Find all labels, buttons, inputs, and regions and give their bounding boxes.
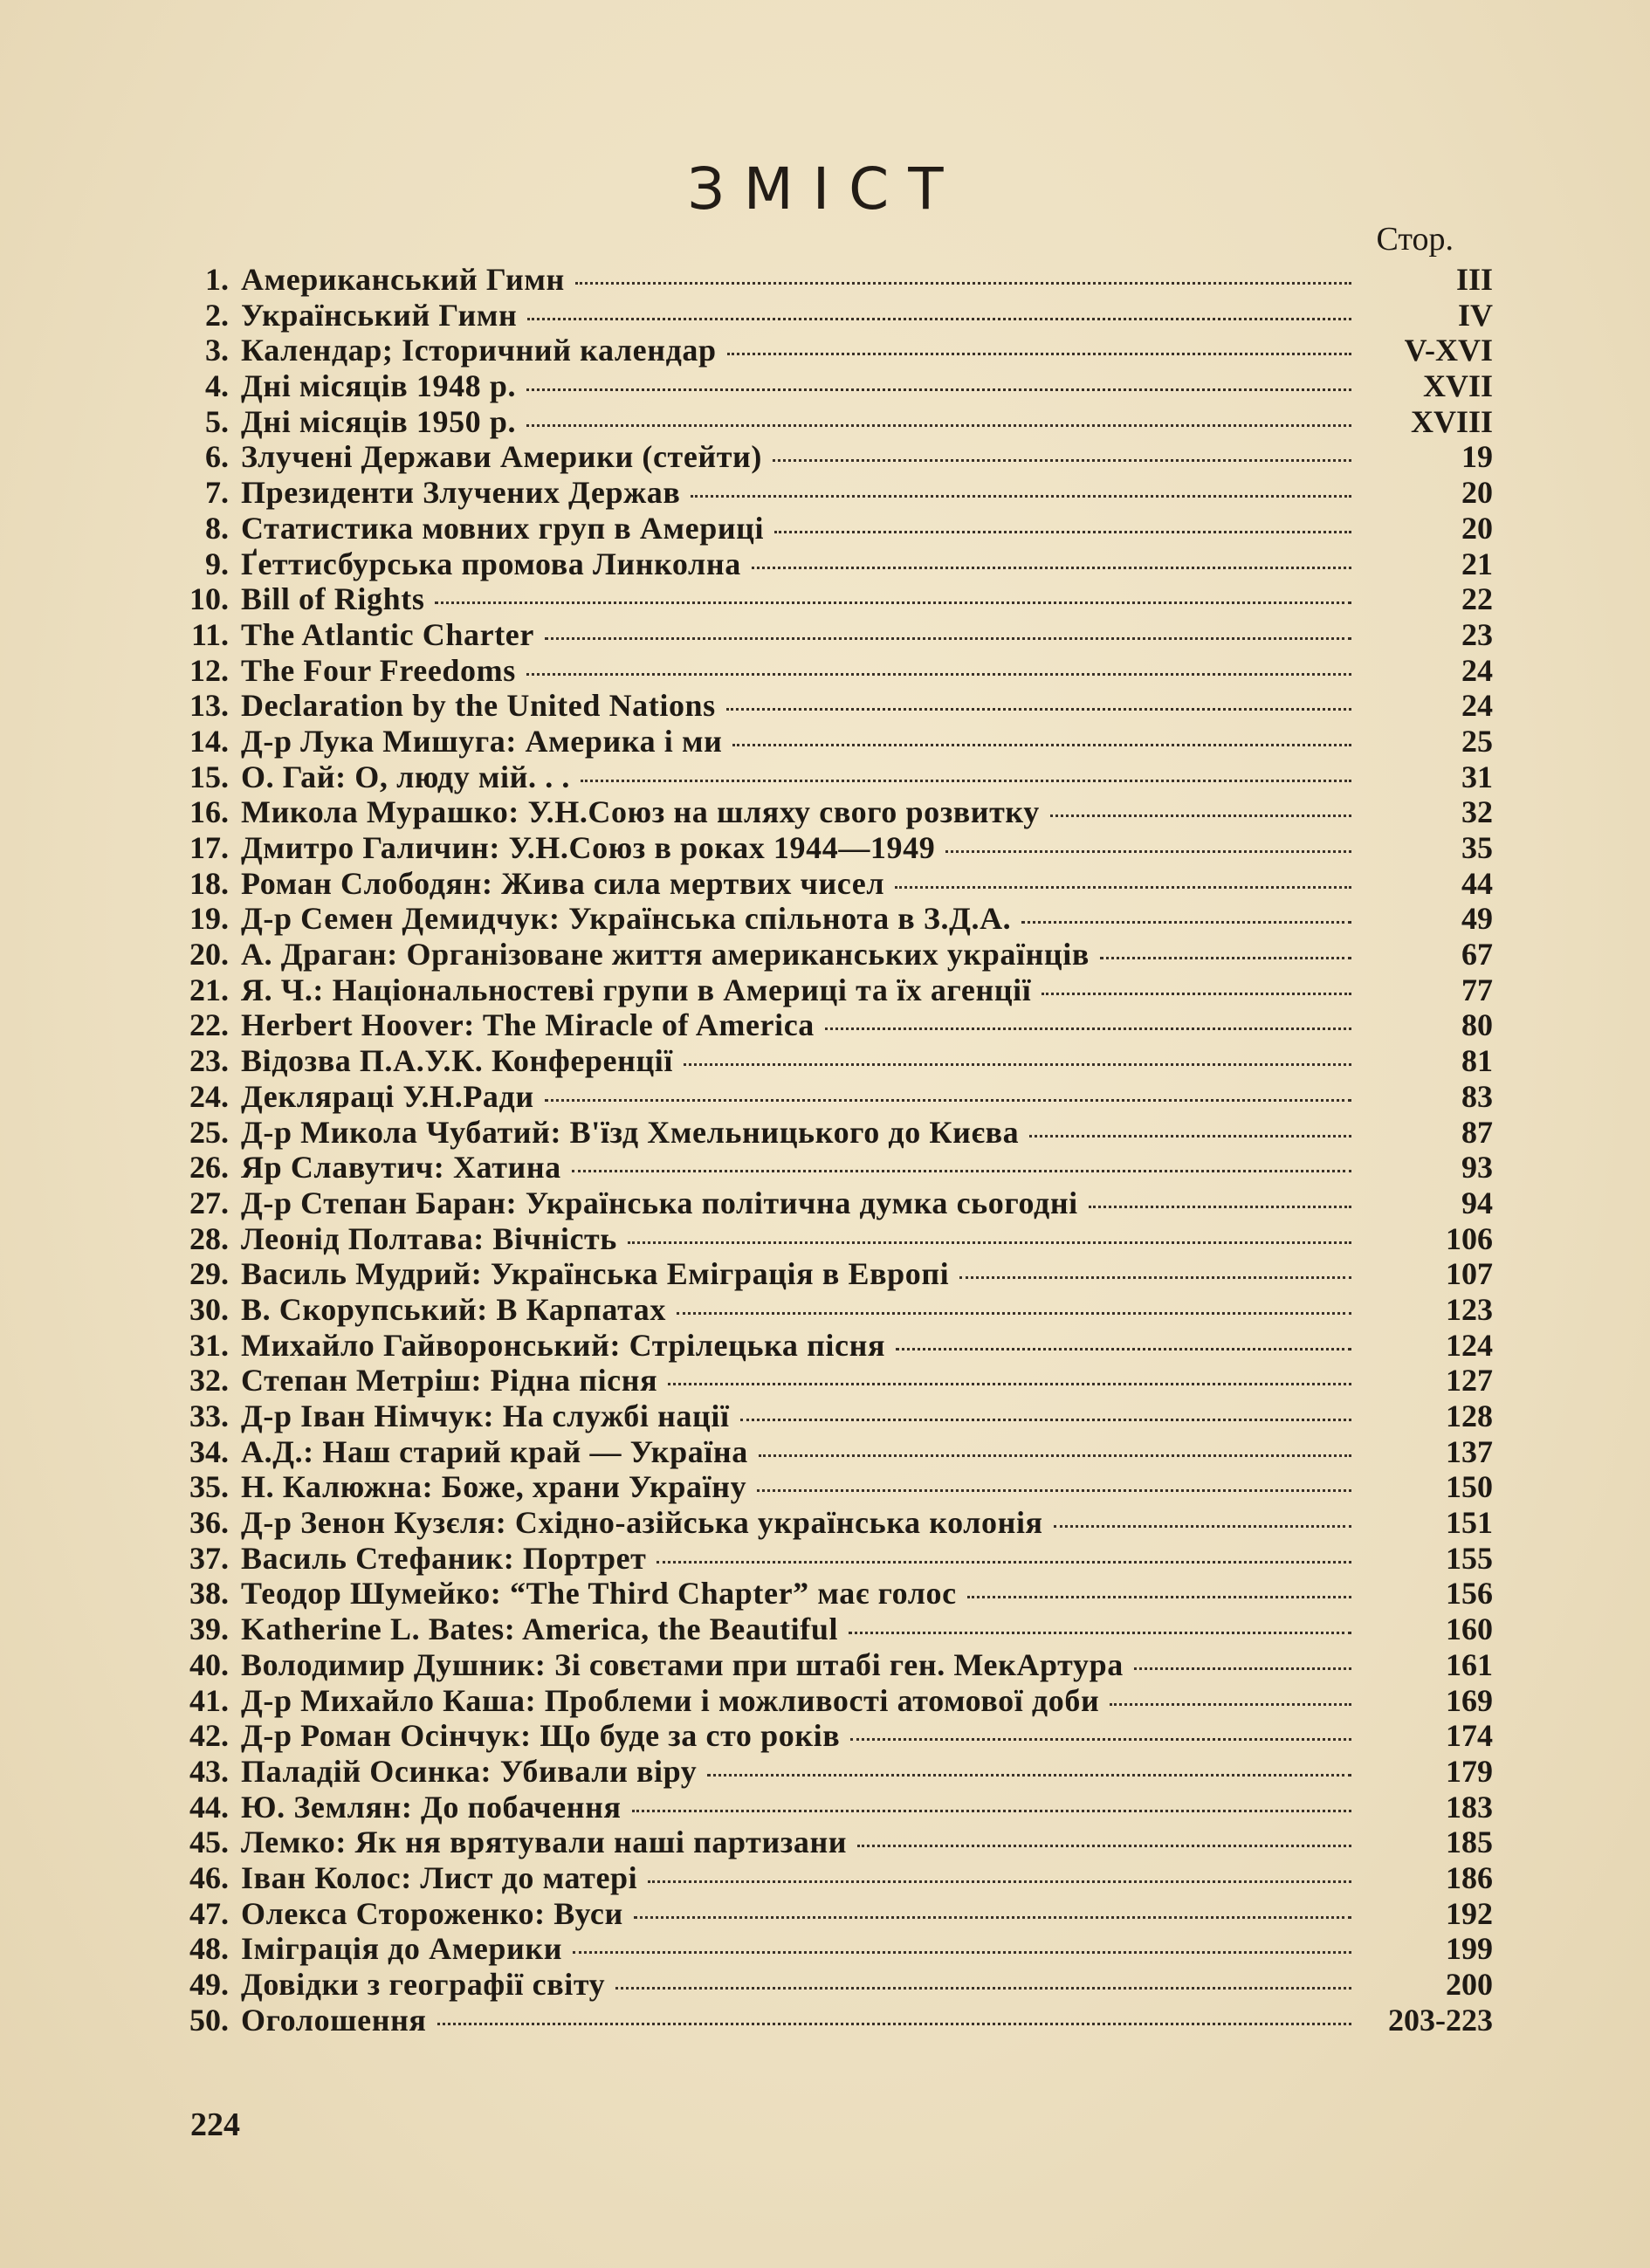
toc-entry-page: 22 (1461, 581, 1493, 617)
toc-entry-title: Теодор Шумейко: “The Third Chapter” має голос (241, 1576, 957, 1612)
toc-entry-page: 150 (1446, 1469, 1493, 1505)
toc-entry-page: V-XVI (1404, 333, 1493, 368)
toc-entry-page: IV (1457, 297, 1493, 333)
toc-entry-number: 5. (205, 403, 229, 439)
toc-entry-title: Д-р Михайло Каша: Проблеми і можливості атомової доби (241, 1682, 1100, 1718)
dot-leader (648, 1880, 1351, 1883)
toc-entry-title: Declaration by the United Nations (241, 688, 716, 724)
toc-entry-title: Іван Колос: Лист до матері (241, 1859, 638, 1895)
toc-entry-number: 47. (189, 1895, 229, 1931)
toc-entry-page: 93 (1461, 1150, 1493, 1186)
toc-entry-number: 44. (189, 1789, 229, 1825)
toc-entry-title: Відозва П.А.У.К. Конференції (241, 1043, 674, 1079)
toc-entry-number: 9. (205, 546, 229, 581)
dot-leader (628, 1241, 1351, 1244)
dot-leader (726, 708, 1351, 711)
toc-entry-title: Д-р Микола Чубатий: В'їзд Хмельницького до Києва (241, 1114, 1020, 1150)
toc-entry-title: А.Д.: Наш старий край — Україна (241, 1433, 748, 1469)
toc-entry (175, 653, 1493, 689)
toc-entry-number: 13. (189, 688, 229, 724)
toc-entry-title: В. Скорупський: В Карпатах (241, 1291, 666, 1327)
dot-leader (896, 1348, 1351, 1350)
dot-leader (1110, 1703, 1351, 1706)
toc-entry-page: 203-223 (1388, 2002, 1493, 2038)
toc-entry-number: 15. (189, 759, 229, 794)
toc-entry (175, 1967, 1493, 2003)
toc-entry-title: Д-р Лука Мишуга: Америка і ми (241, 723, 723, 759)
dot-leader (1021, 921, 1351, 924)
dot-leader (857, 1845, 1351, 1847)
toc-entry-number: 4. (205, 368, 229, 404)
dot-leader (632, 1810, 1351, 1812)
dot-leader (634, 1916, 1351, 1919)
toc-entry (175, 901, 1493, 937)
dot-leader (825, 1027, 1351, 1030)
toc-entry-page: 23 (1461, 616, 1493, 652)
dot-leader (895, 886, 1351, 889)
toc-entry (175, 1754, 1493, 1790)
toc-entry (175, 972, 1493, 1008)
toc-entry-number: 29. (189, 1256, 229, 1292)
dot-leader (435, 601, 1351, 604)
toc-entry (175, 1256, 1493, 1292)
dot-leader (545, 637, 1351, 640)
toc-entry-title: Д-р Семен Демидчук: Українська спільнота в З.Д.А. (241, 901, 1012, 937)
toc-entry-title: Іміграція до Америки (241, 1931, 563, 1967)
toc-entry-number: 17. (189, 830, 229, 865)
toc-entry (175, 581, 1493, 617)
dot-leader (727, 353, 1351, 355)
toc-entry (175, 2003, 1493, 2038)
toc-entry-title: Д-р Зенон Кузєля: Східно-азійська українська колонія (241, 1505, 1043, 1541)
toc-entry (175, 1790, 1493, 1825)
toc-entry (175, 1612, 1493, 1647)
toc-entry-number: 37. (189, 1540, 229, 1576)
toc-entry-page: 81 (1461, 1043, 1493, 1079)
toc-entry (175, 866, 1493, 902)
toc-entry-page: 156 (1446, 1576, 1493, 1612)
toc-entry-page: 94 (1461, 1185, 1493, 1220)
dot-leader (959, 1276, 1351, 1279)
dot-leader (545, 1099, 1351, 1102)
dot-leader (773, 459, 1351, 462)
toc-entry-page: 183 (1446, 1789, 1493, 1825)
toc-entry-title: Статистика мовних груп в Америці (241, 510, 765, 546)
toc-entry-title: Американський Гимн (241, 262, 565, 297)
toc-entry-title: Микола Мурашко: У.Н.Союз на шляху свого розвитку (241, 794, 1040, 830)
toc-entry (175, 1576, 1493, 1612)
toc-entry-title: О. Гай: О, люду мій. . . (241, 759, 571, 794)
dot-leader (677, 1312, 1351, 1315)
toc-entry-number: 31. (189, 1327, 229, 1363)
toc-entry-title: Володимир Душник: Зі совєтами при штабі ген. МекАртура (241, 1646, 1124, 1682)
toc-entry-number: 2. (205, 297, 229, 333)
toc-entry-title: Декляраці У.Н.Ради (241, 1078, 534, 1114)
toc-entry-title: Довідки з географії світу (241, 1967, 606, 2002)
toc-entry-number: 21. (189, 972, 229, 1007)
toc-entry-page: 174 (1446, 1718, 1493, 1754)
toc-entry-number: 34. (189, 1433, 229, 1469)
toc-entry-page: 49 (1461, 901, 1493, 937)
toc-entry-number: 46. (189, 1859, 229, 1895)
toc-entry-page: 67 (1461, 937, 1493, 972)
toc-entry-page: 19 (1461, 439, 1493, 475)
toc-entry-number: 25. (189, 1114, 229, 1150)
dot-leader (615, 1987, 1351, 1990)
toc-entry-page: III (1455, 262, 1493, 297)
dot-leader (1042, 993, 1351, 995)
dot-leader (1089, 1206, 1351, 1208)
toc-entry-page: XVIII (1410, 403, 1493, 439)
toc-entry (175, 1683, 1493, 1719)
toc-entry-title: Лемко: Як ня врятували наші партизани (241, 1825, 848, 1860)
toc-entry-number: 35. (189, 1469, 229, 1505)
dot-leader (668, 1383, 1351, 1385)
toc-entry-number: 41. (189, 1682, 229, 1718)
toc-entry-title: Дні місяців 1950 р. (241, 403, 517, 439)
toc-entry-number: 45. (189, 1825, 229, 1860)
toc-entry (175, 1328, 1493, 1364)
toc-entry-number: 3. (205, 333, 229, 368)
toc-entry-page: 200 (1446, 1967, 1493, 2002)
toc-entry-number: 32. (189, 1363, 229, 1399)
dot-leader (691, 495, 1351, 498)
toc-entry-number: 24. (189, 1078, 229, 1114)
toc-entry-number: 30. (189, 1291, 229, 1327)
toc-entry-number: 26. (189, 1150, 229, 1186)
toc-entry-page: 123 (1446, 1291, 1493, 1327)
dot-leader (527, 318, 1351, 320)
toc-entry (175, 404, 1493, 440)
toc-entry-number: 38. (189, 1576, 229, 1612)
toc-entry-number: 36. (189, 1505, 229, 1541)
toc-entry-number: 10. (189, 581, 229, 617)
toc-entry-title: Я. Ч.: Національностеві групи в Америці та їх агенції (241, 972, 1032, 1007)
toc-entry-page: 155 (1446, 1540, 1493, 1576)
toc-entry-number: 11. (190, 616, 229, 652)
toc-entry (175, 439, 1493, 475)
toc-entry-page: 31 (1461, 759, 1493, 794)
toc-entry-title: Степан Метріш: Рідна пісня (241, 1363, 658, 1399)
toc-entry-number: 14. (189, 723, 229, 759)
toc-entry-page: 151 (1446, 1505, 1493, 1541)
toc-entry-page: 21 (1461, 546, 1493, 581)
toc-entry-page: 77 (1461, 972, 1493, 1007)
toc-entry-page: 25 (1461, 723, 1493, 759)
toc-entry-title: Роман Слободян: Жива сила мертвих чисел (241, 865, 885, 901)
toc-entry-title: Katherine L. Bates: America, the Beautiful (241, 1612, 839, 1647)
toc-entry-number: 7. (205, 475, 229, 511)
toc-entry (175, 475, 1493, 511)
toc-entry-number: 27. (189, 1185, 229, 1220)
toc-entry-number: 22. (189, 1007, 229, 1043)
toc-entry-number: 6. (205, 439, 229, 475)
toc-entry (175, 794, 1493, 830)
toc-entry-number: 40. (189, 1646, 229, 1682)
toc-entry (175, 1647, 1493, 1683)
toc-entry-title: Василь Стефаник: Портрет (241, 1540, 647, 1576)
toc-entry (175, 617, 1493, 653)
toc-entry (175, 1860, 1493, 1896)
toc-entry-page: 160 (1446, 1612, 1493, 1647)
toc-entry-number: 48. (189, 1931, 229, 1967)
dot-leader (707, 1774, 1351, 1777)
toc-entry-title: The Atlantic Charter (241, 616, 534, 652)
toc-entry (175, 1363, 1493, 1399)
toc-entry (175, 1186, 1493, 1221)
toc-entry-title: Олекса Стороженко: Вуси (241, 1895, 623, 1931)
toc-entry-title: Яр Славутич: Хатина (241, 1150, 561, 1186)
dot-leader (1029, 1135, 1351, 1137)
dot-leader (526, 424, 1351, 427)
toc-entry-title: Календар; Історичний календар (241, 333, 717, 368)
dot-leader (1100, 957, 1351, 959)
toc-entry-number: 42. (189, 1718, 229, 1754)
toc-entry-title: Д-р Роман Осінчук: Що буде за сто років (241, 1718, 841, 1754)
toc-entry (175, 688, 1493, 724)
toc-entry-page: 87 (1461, 1114, 1493, 1150)
toc-entry-page: 137 (1446, 1433, 1493, 1469)
toc-entry (175, 759, 1493, 795)
toc-entry (175, 333, 1493, 368)
toc-entry-page: 169 (1446, 1682, 1493, 1718)
dot-leader (437, 2023, 1351, 2025)
toc-entry-number: 19. (189, 901, 229, 937)
toc-entry-title: Леонід Полтава: Вічність (241, 1220, 617, 1256)
dot-leader (752, 567, 1351, 569)
toc-entry (175, 1931, 1493, 1967)
toc-entry-title: Український Гимн (241, 297, 518, 333)
dot-leader (657, 1561, 1351, 1564)
toc-entry-title: Злучені Держави Америки (стейти) (241, 439, 762, 475)
toc-entry-title: Михайло Гайворонський: Стрілецька пісня (241, 1327, 886, 1363)
toc-entry-page: 128 (1446, 1399, 1493, 1433)
toc-entry-page: 20 (1461, 510, 1493, 546)
dot-leader (774, 531, 1351, 533)
toc-entry-number: 50. (189, 2002, 229, 2038)
dot-leader (572, 1170, 1351, 1172)
toc-entry (175, 1292, 1493, 1328)
dot-leader (1054, 1525, 1351, 1528)
toc-entry-page: 127 (1446, 1363, 1493, 1399)
toc-entry (175, 1896, 1493, 1932)
toc-entry-page: 24 (1461, 688, 1493, 724)
toc-entry (175, 1399, 1493, 1434)
toc-entry-title: А. Драган: Організоване життя американських українців (241, 937, 1090, 972)
toc-entry-number: 16. (189, 794, 229, 830)
toc-entry (175, 1825, 1493, 1860)
toc-entry-number: 20. (189, 937, 229, 972)
dot-leader (573, 1951, 1351, 1954)
toc-entry-title: Н. Калюжна: Боже, храни Україну (241, 1469, 747, 1505)
toc-entry-number: 12. (189, 652, 229, 688)
toc-entry-page: 107 (1446, 1256, 1493, 1292)
toc-entry (175, 1115, 1493, 1151)
toc-entry-title: Herbert Hoover: The Miracle of America (241, 1007, 815, 1043)
toc-entry-page: 192 (1446, 1895, 1493, 1931)
toc-entry-page: 106 (1446, 1220, 1493, 1256)
toc-entry (175, 1718, 1493, 1754)
toc-entry-number: 43. (189, 1753, 229, 1789)
toc-entry-page: XVII (1422, 368, 1493, 404)
page-column-label: Стор. (1376, 221, 1454, 258)
toc-entry-page: 24 (1461, 652, 1493, 688)
toc-entry-page: 124 (1446, 1327, 1493, 1363)
page-title: ЗМІСТ (687, 155, 963, 223)
dot-leader (849, 1632, 1351, 1634)
toc-entry (175, 1221, 1493, 1257)
dot-leader (740, 1419, 1351, 1421)
toc-entry-title: Президенти Злучених Держав (241, 475, 681, 511)
toc-entry-number: 28. (189, 1220, 229, 1256)
dot-leader (757, 1489, 1351, 1492)
dot-leader (1134, 1667, 1351, 1670)
dot-leader (526, 388, 1351, 391)
toc-entry-title: Ю. Землян: До побачення (241, 1789, 622, 1825)
toc-entry-number: 23. (189, 1043, 229, 1079)
toc-entry (175, 1079, 1493, 1115)
toc-entry (175, 1150, 1493, 1186)
toc-entry-title: Д-р Степан Баран: Українська політична думка сьогодні (241, 1185, 1078, 1220)
toc-entry-page: 185 (1446, 1825, 1493, 1860)
toc-entry-page: 44 (1461, 865, 1493, 901)
toc-entry (175, 546, 1493, 582)
toc-entry-title: Василь Мудрий: Українська Еміграція в Европі (241, 1256, 950, 1292)
toc-entry-page: 179 (1446, 1753, 1493, 1789)
toc-entry-number: 8. (205, 510, 229, 546)
toc-entry (175, 1505, 1493, 1541)
toc-entry-title: Дні місяців 1948 р. (241, 368, 517, 404)
toc-entry-page: 161 (1446, 1646, 1493, 1682)
dot-leader (526, 673, 1351, 676)
dot-leader (1050, 814, 1351, 817)
toc-entry (175, 830, 1493, 866)
footer-page-number: 224 (190, 2106, 240, 2143)
toc-entry-number: 39. (189, 1612, 229, 1647)
toc-entry (175, 298, 1493, 333)
toc-entry (175, 368, 1493, 404)
toc-entry-title: Дмитро Галичин: У.Н.Союз в роках 1944—1949 (241, 830, 936, 865)
dot-leader (759, 1454, 1351, 1457)
toc-entry (175, 1043, 1493, 1079)
toc-entry-page: 80 (1461, 1007, 1493, 1043)
toc-entry (175, 724, 1493, 759)
toc-entry-title: Ґеттисбурська промова Линколна (241, 546, 741, 581)
toc-entry-page: 199 (1446, 1931, 1493, 1967)
toc-entry-title: Паладій Осинка: Убивали віру (241, 1753, 698, 1789)
toc-entry-title: Bill of Rights (241, 581, 425, 617)
toc-entry-page: 186 (1446, 1859, 1493, 1895)
toc-entry-title: Д-р Іван Німчук: На службі нації (241, 1399, 730, 1433)
toc-entry-page: 35 (1461, 830, 1493, 865)
dot-leader (732, 744, 1351, 746)
toc-entry-page: 32 (1461, 794, 1493, 830)
toc-entry (175, 1434, 1493, 1470)
dot-leader (945, 850, 1351, 853)
dot-leader (575, 282, 1351, 285)
dot-leader (581, 780, 1351, 782)
dot-leader (684, 1063, 1351, 1066)
dot-leader (967, 1596, 1351, 1598)
toc-entry-number: 33. (189, 1399, 229, 1433)
dot-leader (850, 1738, 1351, 1741)
toc-entry-number: 18. (189, 865, 229, 901)
toc-entry (175, 511, 1493, 546)
table-of-contents (175, 262, 1493, 2038)
toc-entry-page: 83 (1461, 1078, 1493, 1114)
toc-entry-number: 1. (205, 262, 229, 297)
toc-entry (175, 1469, 1493, 1505)
toc-entry-title: Оголошення (241, 2002, 427, 2038)
toc-entry-title: The Four Freedoms (241, 652, 516, 688)
toc-entry (175, 262, 1493, 298)
toc-entry-page: 20 (1461, 475, 1493, 511)
toc-entry (175, 1007, 1493, 1043)
toc-entry-number: 49. (189, 1967, 229, 2002)
toc-entry (175, 937, 1493, 972)
toc-entry (175, 1541, 1493, 1577)
